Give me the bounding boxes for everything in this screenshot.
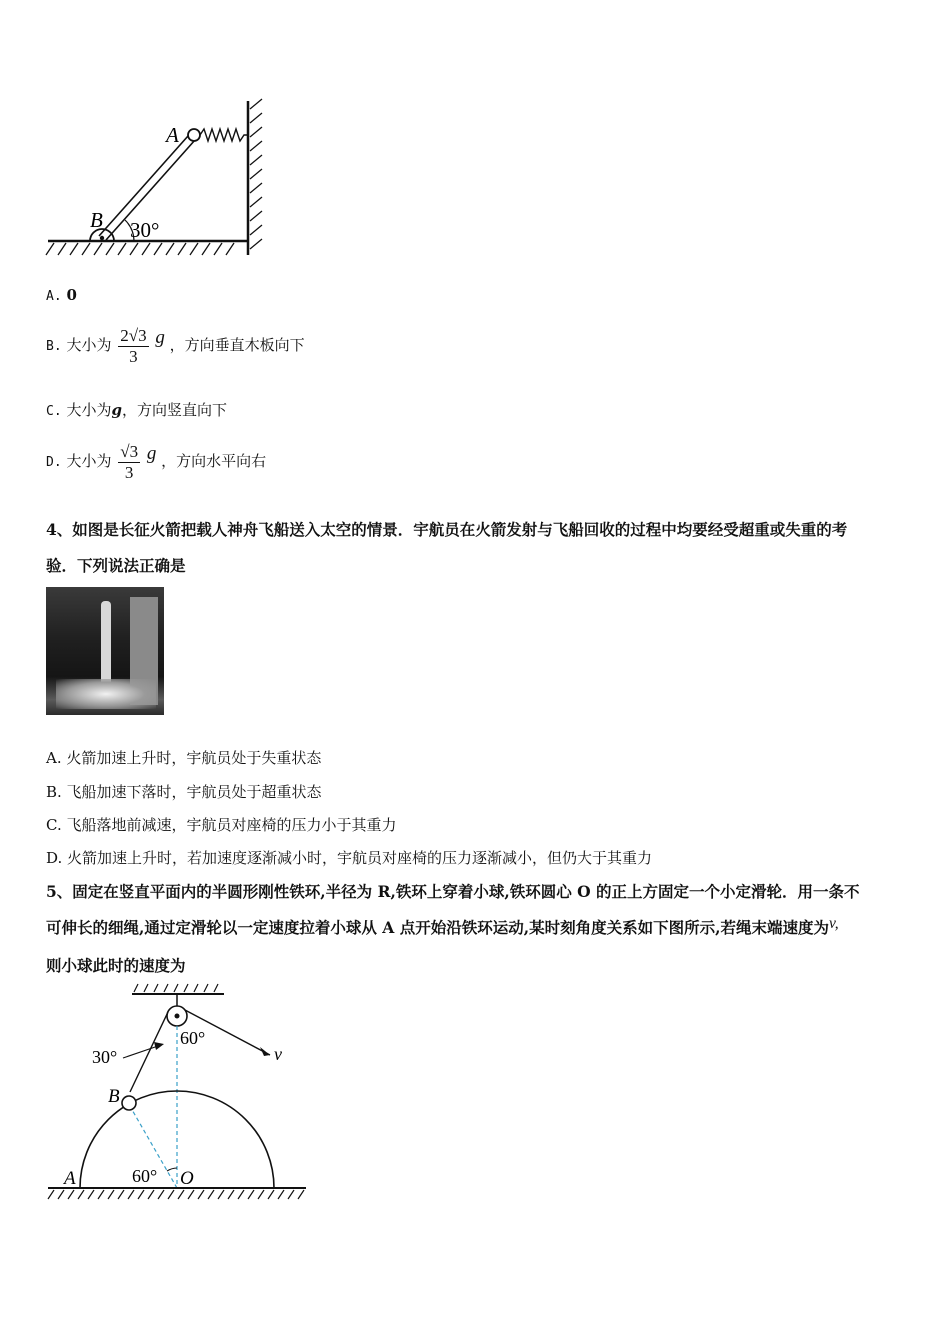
- exhaust-glow: [56, 679, 156, 709]
- option-c-after: ，方向竖直向下: [121, 401, 227, 419]
- q4-option-b[interactable]: B. 飞船加速下落时，宇航员处于超重状态: [46, 783, 322, 801]
- option-d[interactable]: [46, 436, 266, 488]
- label-o: O: [180, 1168, 194, 1189]
- angle-bottom-label: 60°: [132, 1166, 158, 1186]
- label-b: B: [108, 1086, 120, 1107]
- q4-option-a[interactable]: A. 火箭加速上升时，宇航员处于失重状态: [46, 749, 322, 767]
- q5-stem-line1: 5、固定在竖直平面内的半圆形刚性铁环,半径为 R,铁环上穿着小球,铁环圆心 O 的正上方固定一个小定滑轮．用一条不: [46, 882, 860, 901]
- option-b-numerator: 2√3: [120, 325, 147, 345]
- label-a: A: [64, 1168, 76, 1189]
- q5-stem-line2-text: 可伸长的细绳,通过定滑轮以一定速度拉着小球从 A 点开始沿铁环运动,某时刻角度关系如下图所示,若绳末端速度为: [46, 918, 830, 937]
- option-c-prefix: C.: [46, 404, 62, 419]
- q4-stem-line2: 验．下列说法正确是: [46, 556, 186, 575]
- option-b-before: 大小为: [66, 336, 112, 354]
- label-b: B: [90, 208, 103, 232]
- option-d-fraction: [118, 442, 140, 483]
- q5-velocity-symbol: v,: [829, 915, 839, 932]
- q5-stem-line2: [46, 917, 839, 940]
- rocket-launch-photo: [46, 587, 164, 715]
- option-d-after: ，方向水平向右: [161, 452, 267, 470]
- option-b-denominator: 3: [129, 346, 138, 366]
- option-d-denominator: 3: [124, 462, 134, 482]
- option-b[interactable]: [46, 320, 305, 372]
- angle-top-label: 60°: [180, 1028, 206, 1048]
- option-b-prefix: B.: [46, 339, 62, 354]
- q5-stem-line3: 则小球此时的速度为: [46, 956, 186, 975]
- label-a: A: [166, 123, 179, 147]
- q4-option-d[interactable]: D. 火箭加速上升时，若加速度逐渐减小时，宇航员对座椅的压力逐渐减小，但仍大于其重力: [46, 849, 653, 867]
- option-d-numerator: √3: [120, 441, 139, 461]
- option-a[interactable]: [46, 285, 77, 307]
- option-b-after: ，方向垂直木板向下: [169, 336, 305, 354]
- figure-ring-pulley: [40, 980, 320, 1210]
- option-b-g: g: [155, 327, 165, 348]
- label-v: v: [274, 1044, 282, 1064]
- option-d-before: 大小为: [66, 452, 112, 470]
- option-c-g: g: [111, 401, 122, 419]
- angle-label: 30°: [130, 218, 160, 242]
- q4-option-c[interactable]: C. 飞船落地前减速，宇航员对座椅的压力小于其重力: [46, 816, 397, 834]
- option-d-prefix: D.: [46, 455, 62, 470]
- figure-rod-spring: [40, 95, 280, 265]
- option-c[interactable]: [46, 400, 227, 422]
- option-d-g: g: [146, 443, 157, 464]
- option-a-prefix: A.: [46, 289, 62, 304]
- option-b-fraction: [118, 326, 148, 367]
- option-a-value: 0: [66, 286, 77, 304]
- option-c-before: 大小为: [66, 401, 112, 419]
- q4-stem-line1: 4、如图是长征火箭把载人神舟飞船送入太空的情景．宇航员在火箭发射与飞船回收的过程中均要经受超重或失重的考: [46, 520, 848, 539]
- angle-left-label: 30°: [92, 1047, 118, 1067]
